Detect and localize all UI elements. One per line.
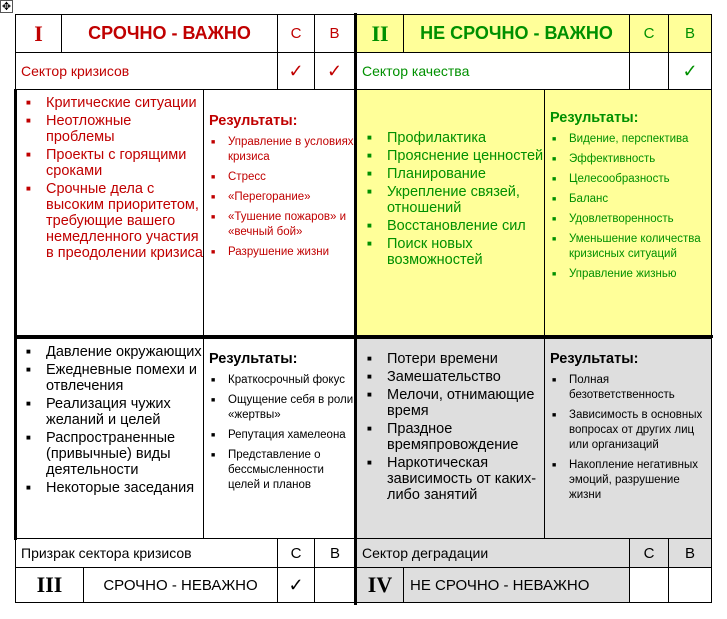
q4-items-panel (356, 338, 545, 539)
list-item: ■ Накопление негативных эмоций, разрушение жизни (545, 458, 711, 503)
q2-title: НЕ СРОЧНО - ВАЖНО (403, 14, 630, 53)
q1-check-c[interactable]: ✓ (277, 52, 315, 90)
list-item: ■ Праздное времяпровождение (357, 421, 544, 453)
list-item: ■ Проекты с горящими сроками (16, 147, 203, 179)
list-item: ■ Краткосрочный фокус (204, 373, 355, 388)
list-item: ■ Давление окружающих (16, 344, 203, 360)
list-item: ■ Замешательство (357, 369, 544, 385)
q2-results-list (545, 132, 711, 282)
list-item: ■ Полная безответственность (545, 373, 711, 403)
list-item: ■ Представление о бессмысленности целей и планов (204, 448, 355, 493)
middle-divider (14, 335, 713, 338)
list-item: ■ Поиск новых возможностей (357, 236, 544, 268)
q3-items-list (16, 344, 203, 496)
q3-roman: III (15, 567, 84, 603)
q2-col-c: С (629, 14, 669, 53)
q4-items-list (357, 351, 544, 503)
q1-results-list (204, 135, 355, 260)
list-item: ■ Стресс (204, 170, 355, 185)
q3-items-panel (15, 338, 204, 539)
q1-col-c: С (277, 14, 315, 53)
list-item: ■ Срочные дела с высоким приоритетом, требующие вашего немедленного участия в преодолении кризиса (16, 181, 203, 261)
q4-results-panel (544, 338, 712, 539)
q4-results-list (545, 373, 711, 503)
q1-col-v: В (314, 14, 355, 53)
q3-results-title: Результаты: (209, 351, 298, 367)
list-item: ■ Распространенные (привычные) виды деятельности (16, 430, 203, 478)
q1-results-title: Результаты: (209, 113, 298, 129)
q2-results-title: Результаты: (550, 110, 639, 126)
list-item: ■ Потери времени (357, 351, 544, 367)
list-item: ■ Восстановление сил (357, 218, 544, 234)
q1-title: СРОЧНО - ВАЖНО (61, 14, 278, 53)
list-item: ■ Критические ситуации (16, 95, 203, 111)
q3-col-v: В (314, 538, 356, 568)
q4-sector: Сектор деградации (356, 538, 630, 568)
list-item: ■ Эффективность (545, 152, 711, 167)
list-item: ■ Мелочи, отнимающие время (357, 387, 544, 419)
list-item: ■ Неотложные проблемы (16, 113, 203, 145)
list-item: ■ Реализация чужих желаний и целей (16, 396, 203, 428)
q3-check-v[interactable] (314, 567, 356, 603)
list-item: ■ Профилактика (357, 130, 544, 146)
q2-sector: Сектор качества (356, 52, 630, 90)
list-item: ■ Планирование (357, 166, 544, 182)
q4-check-v[interactable] (668, 567, 712, 603)
q4-col-v: В (668, 538, 712, 568)
list-item: ■ Управление в условиях кризиса (204, 135, 355, 165)
q4-check-c[interactable] (629, 567, 669, 603)
q2-items-list (357, 130, 544, 268)
list-item: ■ Видение, перспектива (545, 132, 711, 147)
list-item: ■ Баланс (545, 192, 711, 207)
list-item: ■ Управление жизнью (545, 267, 711, 282)
left-border (14, 89, 17, 540)
move-handle-icon[interactable]: ✥ (1, 0, 12, 13)
q2-results-panel (544, 89, 712, 336)
list-item: ■ Ощущение себя в роли «жертвы» (204, 393, 355, 423)
q4-roman: IV (356, 567, 404, 603)
list-item: ■ Ежедневные помехи и отвлечения (16, 362, 203, 394)
q3-sector: Призрак сектора кризисов (15, 538, 278, 568)
q2-check-c[interactable] (629, 52, 669, 90)
list-item: ■ Целесообразность (545, 172, 711, 187)
list-item: ■ Репутация хамелеона (204, 428, 355, 443)
q2-col-v: В (668, 14, 712, 53)
q2-items-panel (356, 89, 545, 336)
list-item: ■ «Тушение пожаров» и «вечный бой» (204, 210, 355, 240)
list-item: ■ «Перегорание» (204, 190, 355, 205)
q1-items-list (16, 95, 203, 261)
q2-check-v[interactable]: ✓ (668, 52, 712, 90)
list-item: ■ Некоторые заседания (16, 480, 203, 496)
list-item: ■ Удовлетворенность (545, 212, 711, 227)
q3-check-c[interactable]: ✓ (277, 567, 315, 603)
q3-results-panel (203, 338, 356, 539)
q3-title: СРОЧНО - НЕВАЖНО (83, 567, 278, 603)
q1-roman: I (15, 14, 62, 53)
q1-items-panel (15, 89, 204, 336)
q1-results-panel (203, 89, 356, 336)
q3-results-list (204, 373, 355, 493)
q1-sector: Сектор кризисов (15, 52, 278, 90)
q4-results-title: Результаты: (550, 351, 639, 367)
q3-col-c: С (277, 538, 315, 568)
list-item: ■ Прояснение ценностей (357, 148, 544, 164)
list-item: ■ Наркотическая зависимость от каких-либо занятий (357, 455, 544, 503)
list-item: ■ Зависимость в основных вопросах от других лиц или организаций (545, 408, 711, 453)
center-divider (354, 13, 357, 605)
q4-col-c: С (629, 538, 669, 568)
q2-roman: II (356, 14, 404, 53)
list-item: ■ Укрепление связей, отношений (357, 184, 544, 216)
list-item: ■ Уменьшение количества кризисных ситуаций (545, 232, 711, 262)
q4-title: НЕ СРОЧНО - НЕВАЖНО (403, 567, 630, 603)
list-item: ■ Разрушение жизни (204, 245, 355, 260)
q1-check-v[interactable]: ✓ (314, 52, 355, 90)
